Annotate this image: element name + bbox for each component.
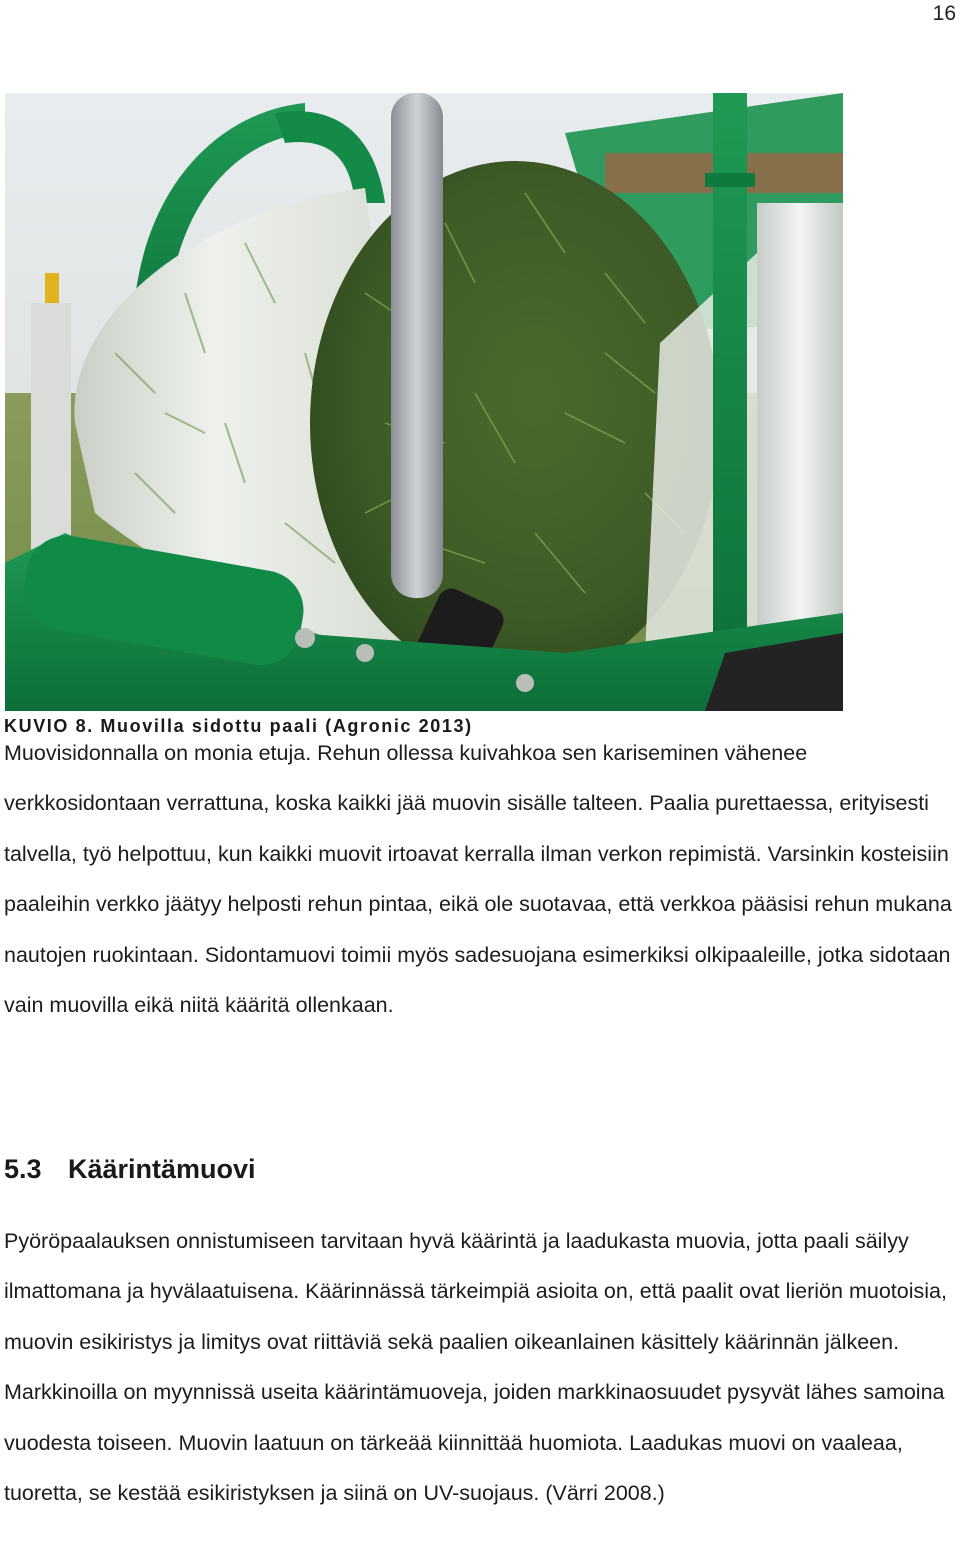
section-number: 5.3 bbox=[4, 1154, 42, 1184]
bale-photo-illustration bbox=[5, 93, 843, 711]
body-paragraph-2: Pyöröpaalauksen onnistumiseen tarvitaan hyvä käärintä ja laadukasta muovia, jotta paali säilyy ilmattomana ja hyvälaatuisena. Käärinnässä tärkeimpiä asioita on, että paalit ovat lieriön muotoisia, muovin esikiristys ja limitys ovat riittäviä sekä paalien oikeanlainen käsittely käärinnän jälkeen. Markkinoilla on myynnissä useita käärintämuoveja, joiden markkinaosuudet pysyvät lähes samoina vuodesta toiseen. Muovin laatuun on tärkeää kiinnittää huomiota. Laadukas muovi on vaaleaa, tuoretta, se kestää esikiristyksen ja siinä on UV-suojaus. (Värri 2008.) bbox=[4, 1229, 947, 1506]
figure-caption: KUVIO 8. Muovilla sidottu paali (Agronic 2013) bbox=[4, 716, 473, 736]
bale-photo bbox=[5, 93, 843, 711]
section-title: Käärintämuovi bbox=[68, 1154, 256, 1184]
body-paragraph-1: Muovisidonnalla on monia etuja. Rehun ollessa kuivahkoa sen kariseminen vähenee verkkosidontaan verrattuna, koska kaikki jää muovin sisälle talteen. Paalia purettaessa, erityisesti talvella, työ helpottuu, kun kaikki muovit irtoavat kerralla ilman verkon repimistä. Varsinkin kosteisiin paaleihin verkko jäätyy helposti rehun pintaa, eikä ole suotavaa, että verkkoa pääsisi rehun mukana nautojen ruokintaan. Sidontamuovi toimii myös sadesuojana esimerkiksi olkipaaleille, jotka sidotaan vain muovilla eikä niitä kääritä ollenkaan. bbox=[4, 741, 952, 1018]
page-number: 16 bbox=[932, 2, 956, 25]
section-heading bbox=[4, 1154, 256, 1185]
